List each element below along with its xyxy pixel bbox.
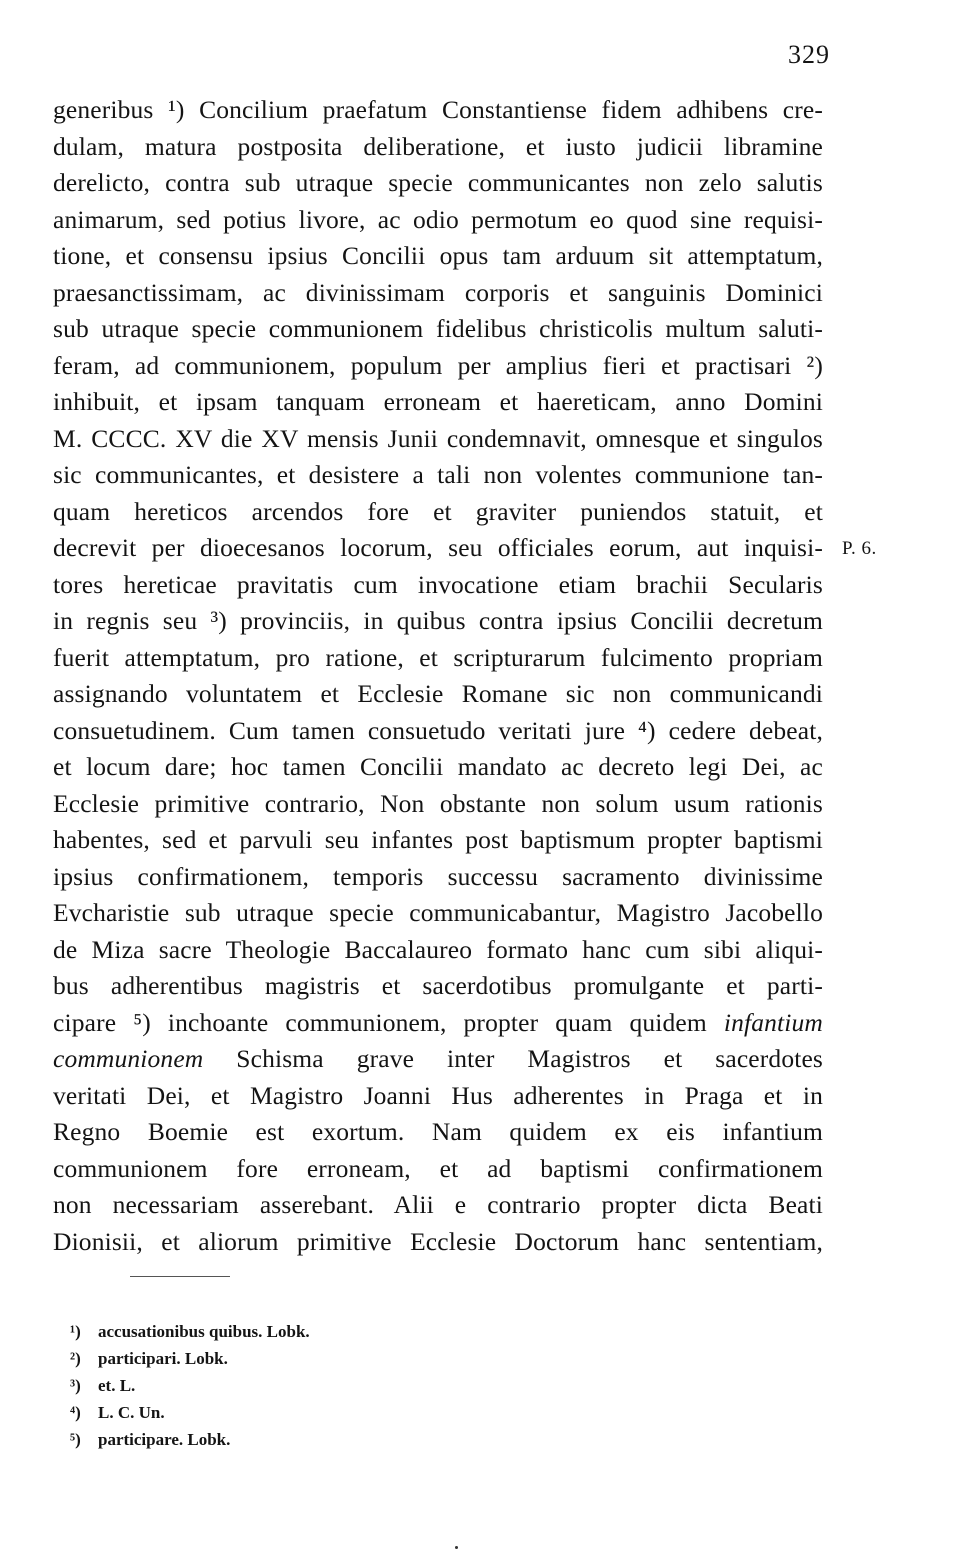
text-line: et locum dare; hoc tamen Concilii mandato ac decreto legi Dei, ac [53,752,823,781]
text-line: de Miza sacre Theologie Baccalaureo formato hanc cum sibi aliqui- [53,934,823,964]
footnote-text: et. L. [98,1376,136,1395]
footnote-mark: ¹) [70,1322,81,1341]
text-line: bus adherentibus magistris et sacerdotibus promulgante et parti- [53,971,823,1000]
footnote [70,1426,310,1453]
text-line: sic communicantes, et desistere a tali non volentes communione tan- [53,460,823,489]
stray-mark [455,1546,458,1549]
italic-text: communionem [53,1044,204,1073]
text-line: non necessariam asserebant. Alii e contrario propter dicta Beati [53,1190,823,1219]
text-line: veritati Dei, et Magistro Joanni Hus adherentes in Praga et in [53,1080,823,1110]
footnote-divider [130,1276,230,1277]
italic-text: infantium [723,1007,823,1037]
text-line: tores hereticae pravitatis cum invocatione etiam brachii Secularis [53,569,823,599]
text-line: communionem Schisma grave inter Magistros et sacerdotes [53,1044,823,1073]
text-line: derelicto, contra sub utraque specie communicantes non zelo salutis [53,168,823,197]
text-line: decrevit per dioecesanos locorum, seu officiales eorum, aut inquisi- [53,533,823,562]
text-line: feram, ad communionem, populum per amplius fieri et practisari ²) [53,350,823,380]
text-line: quam hereticos arcendos fore et graviter puniendos statuit, et [53,496,823,526]
text-line: animarum, sed potius livore, ac odio permotum eo quod sine requisi- [53,204,823,234]
text-line: consuetudinem. Cum tamen consuetudo veritati jure ⁴) cedere debeat, [53,715,823,745]
footnote-mark: ⁵) [70,1430,81,1449]
footnote-text: participare. Lobk. [98,1430,231,1449]
text-line: Dionisii, et aliorum primitive Ecclesie Doctorum hanc sententiam, [53,1226,823,1256]
text-line: cipare ⁵) inchoante communionem, propter quam quidem infantium [53,1007,823,1037]
margin-note: P. 6. [842,538,877,559]
footnotes [70,1318,310,1453]
body-text [53,92,823,1260]
text-line: dulam, matura postposita deliberatione, et iusto judicii libramine [53,131,823,161]
text-line: M. CCCC. XV die XV mensis Junii condemnavit, omnesque et singulos [53,423,823,453]
page-number: 329 [788,40,830,69]
text-line: fuerit attemptatum, pro ratione, et scripturarum fulcimento propriam [53,642,823,672]
footnote [70,1318,310,1345]
text-line: habentes, sed et parvuli seu infantes post baptismum propter baptismi [53,825,823,854]
text-line: tione, et consensu ipsius Concilii opus tam arduum sit attemptatum, [53,241,823,270]
text-line: Ecclesie primitive contrario, Non obstante non solum usum rationis [53,788,823,818]
text-line: Regno Boemie est exortum. Nam quidem ex eis infantium [53,1117,823,1146]
text-line: inhibuit, et ipsam tanquam erroneam et haereticam, anno Domini [53,387,823,416]
footnote-mark: ²) [70,1349,81,1368]
text-line: communionem fore erroneam, et ad baptismi confirmationem [53,1153,823,1183]
text-line: in regnis seu ³) provinciis, in quibus contra ipsius Concilii decretum [53,606,823,635]
text-line: ipsius confirmationem, temporis successu sacramento divinissime [53,861,823,891]
footnote-mark: ³) [70,1376,81,1395]
footnote [70,1372,310,1399]
footnote [70,1399,310,1426]
text-line: assignando voluntatem et Ecclesie Romane sic non communicandi [53,679,823,708]
footnote [70,1345,310,1372]
text-line: sub utraque specie communionem fidelibus christicolis multum saluti- [53,314,823,343]
footnote-mark: ⁴) [70,1403,81,1422]
text-line: Evcharistie sub utraque specie communicabantur, Magistro Jacobello [53,898,823,927]
text-line: generibus ¹) Concilium praefatum Constantiense fidem adhibens cre- [53,95,823,124]
footnote-text: participari. Lobk. [98,1349,228,1368]
text-line: praesanctissimam, ac divinissimam corporis et sanguinis Dominici [53,277,823,307]
footnote-text: L. C. Un. [98,1403,165,1422]
footnote-text: accusationibus quibus. Lobk. [98,1322,310,1341]
